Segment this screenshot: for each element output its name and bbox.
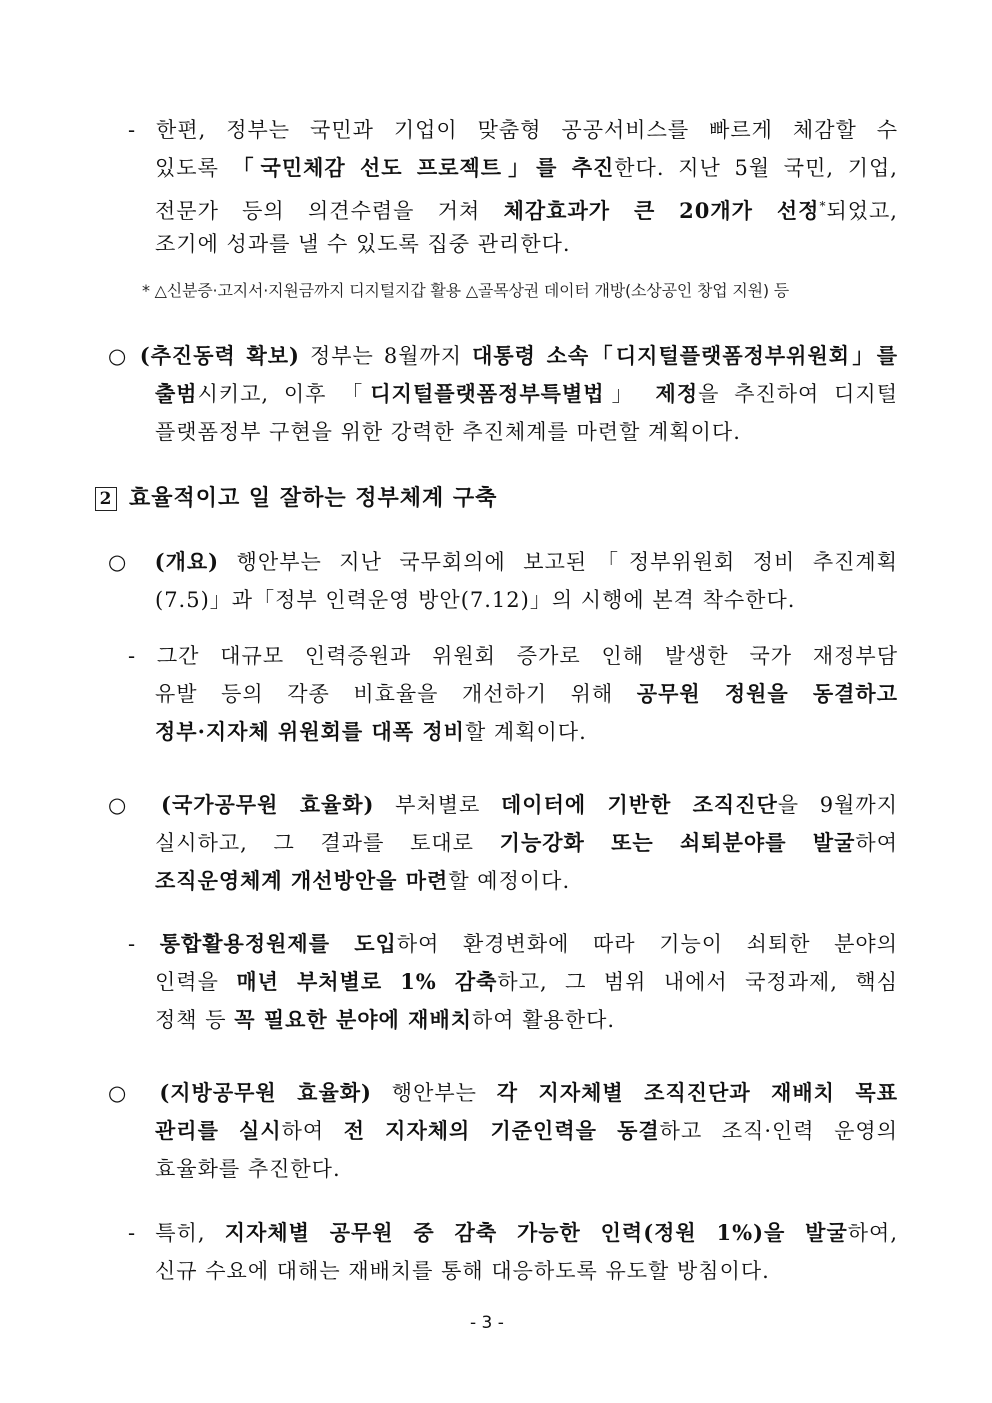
p3-line2: (7.5)」과「정부 인력운영 방안(7.12)」의 시행에 본격 착수한다. [155,588,796,612]
p2-line3: 플랫폼정부 구현을 위한 강력한 추진체계를 마련할 계획이다. [155,420,741,444]
p6-line3: 정책 등 꼭 필요한 분야에 재배치하여 활용한다. [155,1007,616,1032]
p7-line3: 효율화를 추진한다. [155,1157,341,1181]
p4-line3: 정부·지자체 위원회를 대폭 정비할 계획이다. [155,719,587,744]
p2-line2: 출범시키고, 이후 「디지털플랫폼정부특별법」 제정을 추진하여 디지털 [155,381,898,406]
p4-line2: 유발 등의 각종 비효율을 개선하기 위해 공무원 정원을 동결하고 [155,681,898,706]
p7-line2: 관리를 실시하여 전 지자체의 기준인력을 동결하고 조직·인력 운영의 [155,1118,898,1143]
section-number-box: 2 [95,487,117,511]
p5-line2: 실시하고, 그 결과를 토대로 기능강화 또는 쇠퇴분야를 발굴하여 [155,830,898,855]
p6-line1: - 통합활용정원제를 도입하여 환경변화에 따라 기능이 쇠퇴한 분야의 [128,931,898,956]
p8-line1: - 특히, 지자체별 공무원 중 감축 가능한 인력(정원 1%)을 발굴하여, [128,1220,898,1245]
p6-line2: 인력을 매년 부처별로 1% 감축하고, 그 범위 내에서 국정과제, 핵심 [155,969,898,994]
p5-line3: 조직운영체계 개선방안을 마련할 예정이다. [155,868,571,893]
p2-line1: ○ (추진동력 확보) 정부는 8월까지 대통령 소속「디지털플랫폼정부위원회」를 [108,343,899,368]
p1-footnote: * △신분증·고지서·지원금까지 디지털지갑 활용 △골목상권 데이터 개방(소상공인 창업 지원) 등 [142,281,790,300]
p4-line1: - 그간 대규모 인력증원과 위원회 증가로 인해 발생한 국가 재정부담 [128,644,898,668]
section-heading [95,483,497,513]
p8-line2: 신규 수요에 대해는 재배치를 통해 대응하도록 유도할 방침이다. [155,1259,770,1283]
p7-line1: ○ (지방공무원 효율화) 행안부는 각 지자체별 조직진단과 재배치 목표 [108,1080,898,1105]
p5-line1: ○ (국가공무원 효율화) 부처별로 데이터에 기반한 조직진단을 9월까지 [108,792,898,817]
p1-line2: 있도록 「국민체감 선도 프로젝트」를 추진한다. 지난 5월 국민, 기업, [155,155,898,180]
section-title: 효율적이고 일 잘하는 정부체계 구축 [129,485,498,511]
p1-line1: - 한편, 정부는 국민과 기업이 맞춤형 공공서비스를 빠르게 체감할 수 [128,118,898,142]
page-number: - 3 - [470,1313,504,1333]
p3-line1: ○ (개요) 행안부는 지난 국무회의에 보고된「정부위원회 정비 추진계획 [108,549,898,574]
p1-line4: 조기에 성과를 낼 수 있도록 집중 관리한다. [155,232,571,256]
p1-line3: 전문가 등의 의견수렴을 거쳐 체감효과가 큰 20개가 선정*되었고, [155,198,898,223]
